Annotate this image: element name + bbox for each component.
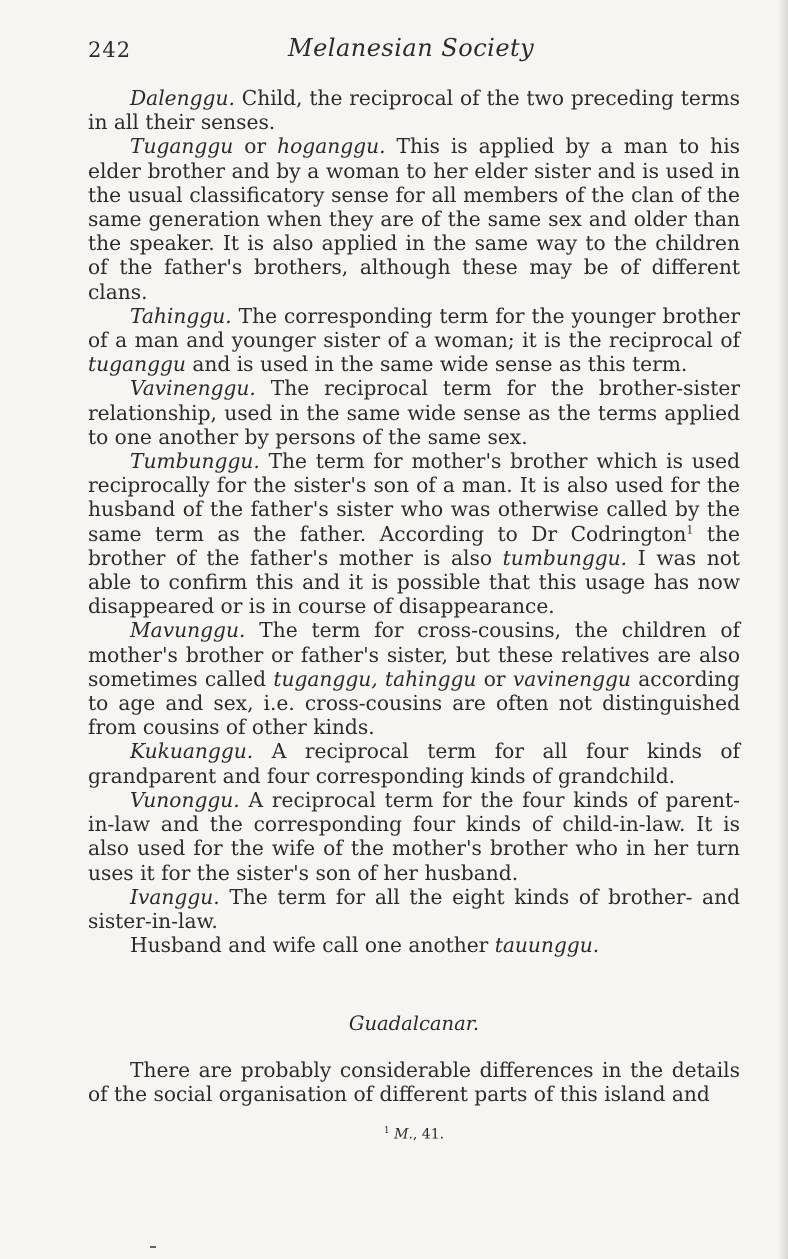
entry-term: Kukuanggu. xyxy=(130,739,254,764)
entry-text-after: and is used in the same wide sense as this term. xyxy=(185,352,688,377)
entry-text: The term for cross-cousins, the children of mother's brother or father's sister, but these relatives are also sometimes called xyxy=(88,618,740,691)
entry-text: A reciprocal term for the four kinds of parent-in-law and the corresponding four kinds of child-in-law. It is also used for the wife of the mother's brother who in her turn uses it for the sister's son of her husband. xyxy=(88,787,740,885)
footnote xyxy=(88,1126,740,1143)
entry-text: This is applied by a man to his elder brother and by a woman to her elder sister and is used in the usual classificatory sense for all members of the clan of the same generation when they are of the same sex and older than the speaker. It is also applied in the same way to the children of the father's brothers, although these may be of different clans. xyxy=(88,134,741,304)
section-heading: Guadalcanar. xyxy=(348,1012,480,1035)
entry-text-mid: the brother of the father's mother is also xyxy=(88,521,740,570)
entry-dalenggu xyxy=(88,86,740,134)
entry-term: Vunonggu. xyxy=(130,787,240,812)
entry-term: Vavinenggu. xyxy=(130,376,256,401)
scan-mark xyxy=(150,1246,156,1248)
footnote-page: , 41. xyxy=(412,1126,445,1143)
section-paragraph: There are probably considerable differences in the details of the social organisation of different parts of this island and xyxy=(88,1058,740,1107)
entry-text-after: I was not able to confirm this and it is possible that this usage has now disappeared or is in course of disappearance. xyxy=(88,545,740,619)
closing-text: Husband and wife call one another xyxy=(130,933,495,958)
entry-term: Tuganggu xyxy=(130,134,234,159)
entry-text: The corresponding term for the younger brother of a man and younger sister of a woman; it is the reciprocal of xyxy=(88,303,740,353)
entry-kukuanggu xyxy=(88,739,740,787)
entry-text: A reciprocal term for all four kinds of grandparent and four corresponding kinds of grandchild. xyxy=(88,739,740,788)
entry-mavunggu xyxy=(88,618,740,739)
entry-text-after: according to age and sex, i.e. cross-cousins are often not distinguished from cousins of other kinds. xyxy=(88,666,740,740)
entry-tumbunggu xyxy=(88,449,740,618)
footnote-marker: 1 xyxy=(383,1126,390,1136)
entry-text: Child, the reciprocal of the two preceding terms in all their senses. xyxy=(88,86,740,135)
closing-line xyxy=(88,933,740,957)
entry-text: The term for mother's brother which is used reciprocally for the sister's son of a man. It is also used for the husband of the father's sister who was otherwise called by the same term as the father. According to Dr Codrington xyxy=(88,449,740,546)
entry-term: Mavunggu. xyxy=(130,618,246,643)
page-number: 242 xyxy=(88,38,132,62)
inline-term: tuganggu xyxy=(88,352,186,377)
footnote-reference[interactable]: 1 xyxy=(686,522,694,536)
entry-term: Ivanggu. xyxy=(130,884,220,909)
running-title: Melanesian Society xyxy=(288,34,535,62)
entry-connector: or xyxy=(233,134,278,159)
entry-vavinenggu xyxy=(88,376,740,449)
entry-text: The term for all the eight kinds of brother- and sister-in-law. xyxy=(88,884,740,933)
entry-connector: or xyxy=(476,666,513,691)
inline-term: tuganggu, tahinggu xyxy=(273,666,477,691)
page-header xyxy=(88,30,738,70)
closing-term: tauunggu. xyxy=(494,933,600,958)
entry-ivanggu xyxy=(88,885,740,933)
entry-tahinggu xyxy=(88,304,740,377)
footnote-ref: M. xyxy=(394,1126,413,1143)
entry-text: The reciprocal term for the brother-sister relationship, used in the same wide sense as the terms applied to one another by persons of the same sex. xyxy=(88,376,740,449)
entry-term-alt: hoganggu. xyxy=(277,134,386,159)
inline-term-alt: vavinenggu xyxy=(512,666,631,691)
entry-vunonggu xyxy=(88,788,740,885)
inline-term: tumbunggu. xyxy=(502,545,628,570)
page-edge-shadow xyxy=(778,0,788,1259)
entry-term: Dalenggu. xyxy=(130,86,235,110)
entry-term: Tumbunggu. xyxy=(130,449,260,474)
entry-tuganggu xyxy=(88,134,740,303)
entry-term: Tahinggu. xyxy=(130,303,232,328)
kinship-terms-body xyxy=(88,86,740,957)
